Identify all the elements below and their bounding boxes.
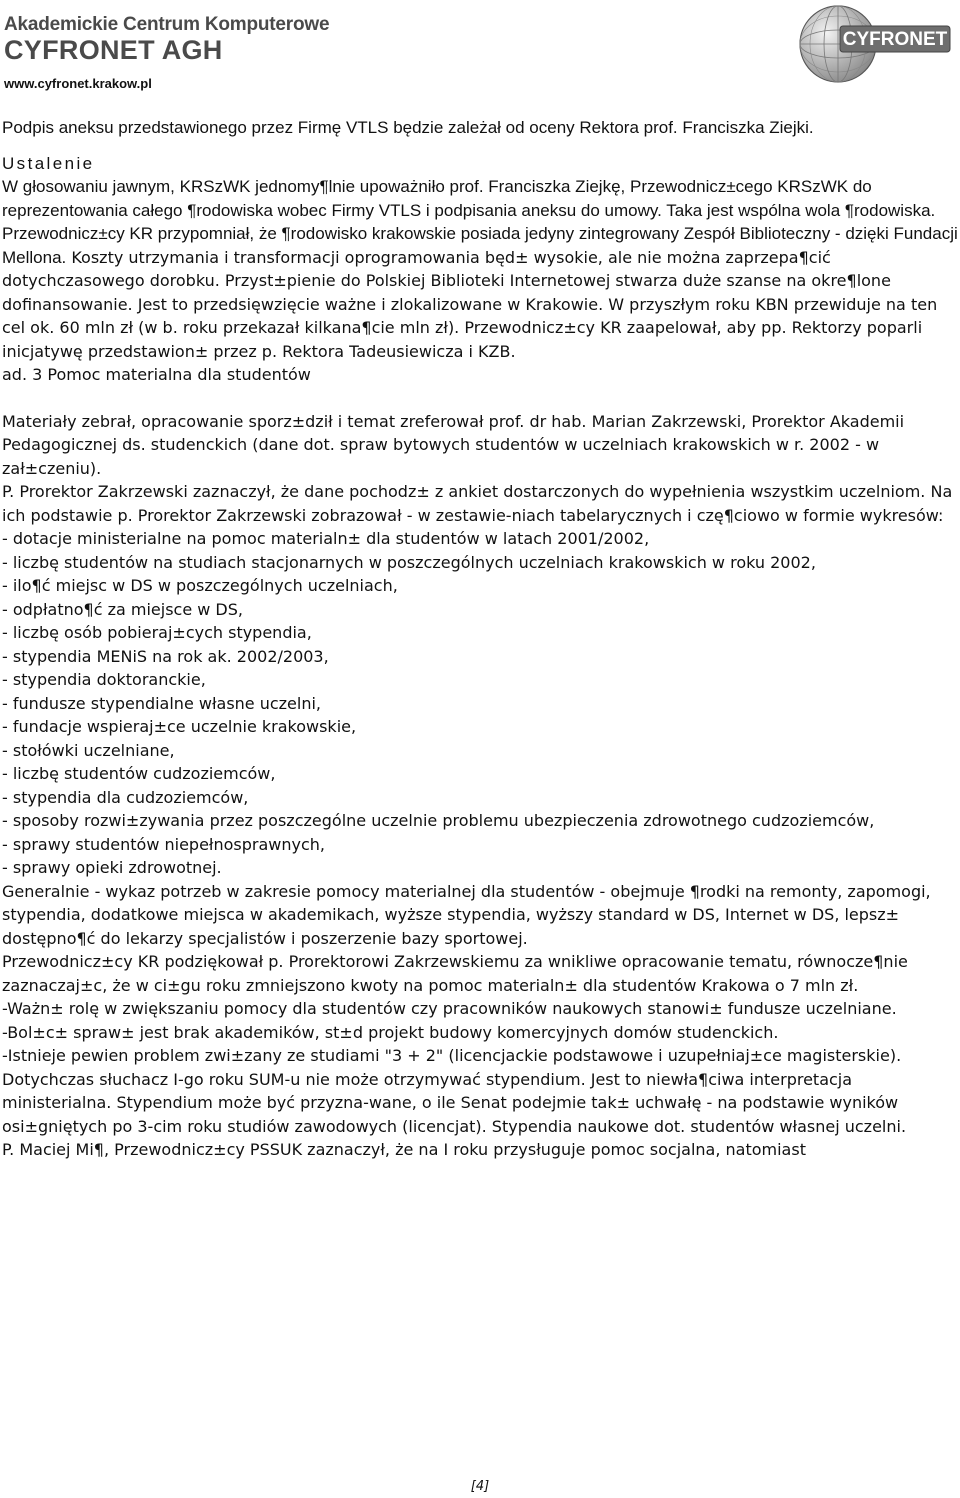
agenda-item-3: ad. 3 Pomoc materialna dla studentów	[2, 365, 311, 384]
paragraph-thanks: Przewodnicz±cy KR podziękował p. Prorektorowi Zakrzewskiemu za wnikliwe opracowanie tematu, równocze¶nie zaznaczaj±c, że w ci±gu roku zmniejszono kwoty na pomoc materialn± dla studentów Krakowa o 7 mln zł.	[2, 952, 908, 995]
paragraph-studies-3-2: -Istnieje pewien problem zwi±zany ze studiami "3 + 2" (licencjackie podstawowe i uzupełniaj±ce magisterskie). Dotychczas słuchacz I-go roku SUM-u nie może otrzymywać stypendium. Jest to niewła¶ciwa interpretacja ministerialna. Stypendium może być przyzna-wane, o ile Senat podejmie tak± uchwałę - na podstawie wyników osi±gniętych po 3-cim roku studiów zawodowych (licencjat). Stypendia naukowe dot. studentów własnej uczelni.	[2, 1046, 907, 1136]
paragraph-library	[2, 222, 958, 363]
document-body	[2, 116, 958, 1162]
heading-ustalenie: Ustalenie	[2, 153, 95, 173]
paragraph-survey: P. Prorektor Zakrzewski zaznaczył, że dane pochodz± z ankiet dostarczonych do wypełnienia wszystkim uczelniom. Na ich podstawie p. Prorektor Zakrzewski zobrazował - w zestawie-niach tabelarycznych i czę¶ciowo w formie wykresów:	[2, 482, 953, 525]
list-item: - fundacje wspieraj±ce uczelnie krakowskie,	[2, 717, 357, 736]
letterhead	[0, 0, 960, 100]
list-item: - sposoby rozwi±zywania przez poszczególne uczelnie problemu ubezpieczenia zdrowotnego cudzoziemców,	[2, 811, 875, 830]
list-item: - liczbę studentów na studiach stacjonarnych w poszczególnych uczelniach krakowskich w roku 2002,	[2, 552, 816, 572]
paragraph-needs: Generalnie - wykaz potrzeb w zakresie pomocy materialnej dla studentów - obejmuje ¶rodki na remonty, zapomogi, stypendia, dodatkowe miejsca w akademikach, wyższe stypendia, wyższy standard w DS, Internet w DS, lepsz± dostępno¶ć do lekarzy specjalistów i poszerzenie bazy sportowej.	[2, 881, 931, 948]
paragraph-funds: -Ważn± rolę w zwiększaniu pomocy dla studentów czy pracowników naukowych stanowi± fundusze uczelniane.	[2, 999, 897, 1018]
list-item: - liczbę studentów cudzoziemców,	[2, 764, 276, 783]
list-item: - fundusze stypendialne własne uczelni,	[2, 693, 322, 713]
cyfronet-logo-icon	[796, 4, 954, 84]
list-item: - stypendia MENiS na rok ak. 2002/2003,	[2, 646, 329, 666]
list-item: - sprawy opieki zdrowotnej.	[2, 858, 222, 877]
list-item: - odpłatno¶ć za miejsce w DS,	[2, 599, 243, 619]
paragraph-library-rest: Koszty utrzymania i transformacji oprogramowania będ± wysokie, ale nie można zaprzepa¶cić dotychczasowego dorobku. Przyst±pienie do Polskiej Biblioteki Internetowej stwarza duże szanse na okre¶lone dofinansowanie. Jest to przedsięwzięcie ważne i zlokalizowane w Krakowie. W przyszłym roku KBN przewiduje na ten cel ok. 60 mln zł (w b. roku przekazał kilkana¶cie mln zł). Przewodnicz±cy KR zaapelował, aby pp. Rektorzy poparli inicjatywę przedstawion± przez p. Rektora Tadeusiewicza i KZB.	[2, 247, 938, 361]
list-item: - liczbę osób pobieraj±cych stypendia,	[2, 623, 312, 642]
logo-wordmark: CYFRONET	[842, 29, 948, 50]
paragraph-vtls-signature: Podpis aneksu przedstawionego przez Firmę VTLS będzie zależał od oceny Rektora prof. Franciszka Ziejki.	[2, 118, 814, 137]
list-item: - ilo¶ć miejsc w DS w poszczególnych uczelniach,	[2, 576, 398, 595]
list-item: - sprawy studentów niepełnosprawnych,	[2, 834, 325, 854]
page-number: [4]	[470, 1479, 490, 1494]
list-item: - stypendia doktoranckie,	[2, 670, 206, 689]
website-url[interactable]: www.cyfronet.krakow.pl	[4, 76, 152, 91]
brand-name: CYFRONET AGH	[4, 35, 223, 65]
paragraph-pssuk: P. Maciej Mi¶, Przewodnicz±cy PSSUK zaznaczył, że na I roku przysługuje pomoc socjalna, natomiast	[2, 1140, 806, 1159]
list-item: - stypendia dla cudzoziemców,	[2, 787, 249, 807]
list-item: - stołówki uczelniane,	[2, 740, 175, 760]
paragraph-library-lead: Przewodnicz±cy KR przypomniał, że ¶rodowisko krakowskie posiada jedyny zintegrowany Zespół Biblioteczny - dzięki Fundacji Mellona.	[2, 224, 958, 267]
paragraph-vote: W głosowaniu jawnym, KRSzWK jednomy¶lnie upoważniło prof. Franciszka Ziejkę, Przewodnicz±cego KRSzWK do reprezentowania całego ¶rodowiska wobec Firmy VTLS i podpisania aneksu do umowy. Taka jest wspólna wola ¶rodowiska.	[2, 177, 936, 220]
institution-name: Akademickie Centrum Komputerowe	[4, 14, 330, 35]
paragraph-dormitories: -Bol±c± spraw± jest brak akademików, st±d projekt budowy komercyjnych domów studenckich.	[2, 1022, 779, 1042]
list-item: - dotacje ministerialne na pomoc materialn± dla studentów w latach 2001/2002,	[2, 529, 650, 548]
paragraph-materials: Materiały zebrał, opracowanie sporz±dził i temat zreferował prof. dr hab. Marian Zakrzewski, Prorektor Akademii Pedagogicznej ds. studenckich (dane dot. spraw bytowych studentów w uczelniach krakowskich w r. 2002 - w zał±czeniu).	[2, 411, 905, 478]
